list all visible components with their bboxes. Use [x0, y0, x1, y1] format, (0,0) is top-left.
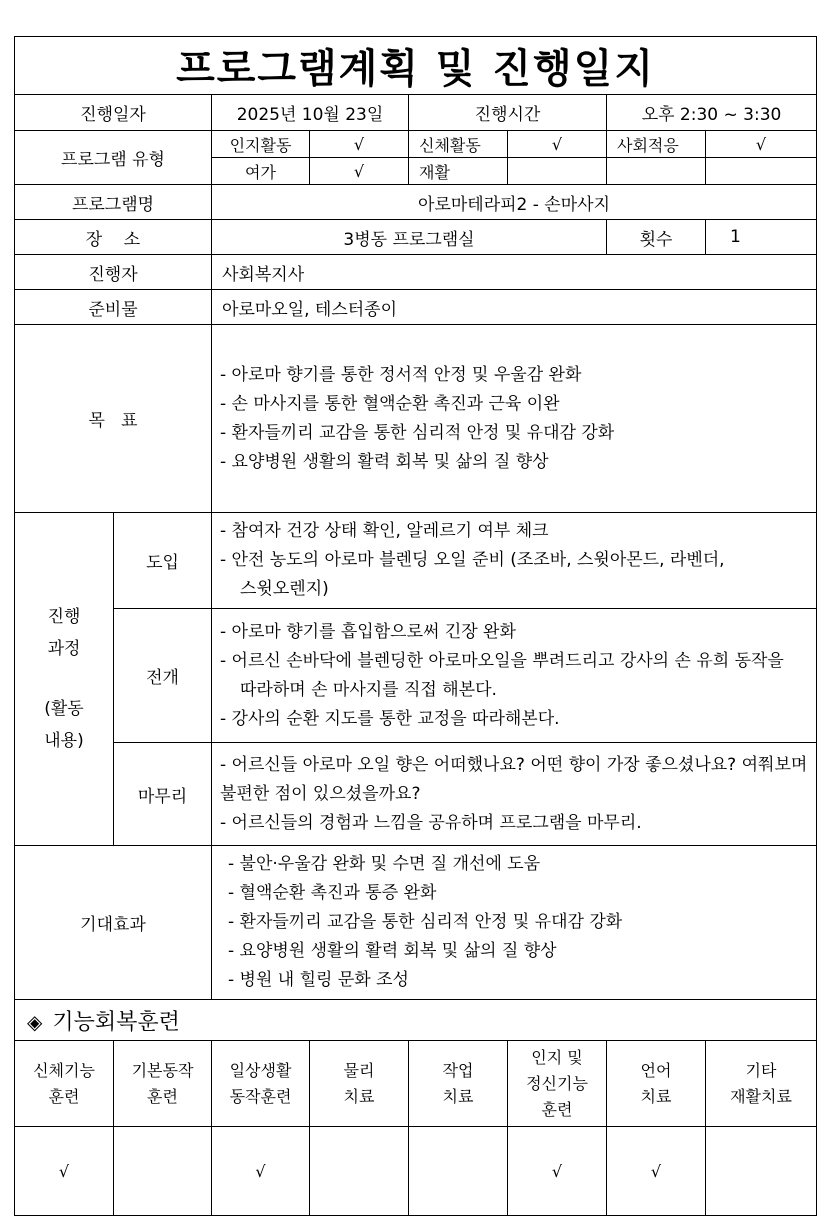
func-check-physical: √: [15, 1127, 114, 1216]
count-value: 1: [706, 220, 817, 255]
effect-item: - 불안·우울감 완화 및 수면 질 개선에 도움: [228, 854, 541, 874]
type-leisure: 여가: [212, 158, 310, 185]
count-label: 횟수: [607, 220, 706, 255]
effects-label: 기대효과: [15, 846, 212, 1000]
diamond-bullet-icon: ◈: [27, 1009, 43, 1034]
effect-item: - 요양병원 생활의 활력 회복 및 삶의 질 향상: [228, 941, 557, 961]
functional-section-title: 기능회복훈련: [52, 1009, 180, 1035]
goal-item: - 환자들끼리 교감을 통한 심리적 안정 및 유대감 강화: [220, 422, 615, 443]
leader-label: 진행자: [15, 255, 212, 290]
goal-item: - 손 마사지를 통한 혈액순환 촉진과 근육 이완: [220, 393, 560, 414]
func-col-physical: 신체기능 훈련: [15, 1041, 114, 1127]
stage-line: - 강사의 순환 지도를 통한 교정을 따라해본다.: [220, 708, 560, 729]
stage-line: - 안전 농도의 아로마 블렌딩 오일 준비 (조조바, 스윗아몬드, 라벤더, 스윗오렌지): [220, 550, 725, 599]
func-col-other-rehab: 기타 재활치료: [706, 1041, 817, 1127]
date-label: 진행일자: [15, 95, 212, 131]
page-title: 프로그램계획 및 진행일지: [15, 37, 817, 95]
stage-line: - 아로마 향기를 흡입함으로써 긴장 완화: [220, 621, 516, 642]
materials-value: 아로마오일, 테스터종이: [212, 290, 817, 325]
program-log-form: [14, 36, 816, 1216]
func-check-other-rehab: [706, 1127, 817, 1216]
effect-item: - 환자들끼리 교감을 통한 심리적 안정 및 유대감 강화: [228, 912, 623, 932]
process-label-line: 내용): [44, 731, 84, 751]
effects-list: [212, 846, 817, 1000]
effect-item: - 혈액순환 촉진과 통증 완화: [228, 883, 437, 903]
type-rehab-check: [508, 158, 607, 185]
stage-intro-label: 도입: [114, 513, 212, 609]
place-value: 3병동 프로그램실: [212, 220, 607, 255]
time-value: 오후 2:30 ~ 3:30: [607, 95, 817, 131]
stage-wrapup-label: 마무리: [114, 743, 212, 846]
main-table: [14, 36, 817, 1216]
func-check-daily-living: √: [212, 1127, 310, 1216]
type-cognitive: 인지활동: [212, 131, 310, 158]
stage-wrapup-content: [212, 743, 817, 846]
func-check-physical-therapy: [310, 1127, 409, 1216]
date-value: 2025년 10월 23일: [212, 95, 409, 131]
type-physical: 신체활동: [409, 131, 508, 158]
time-label: 진행시간: [409, 95, 607, 131]
type-leisure-check: √: [310, 158, 409, 185]
func-check-cognitive: √: [508, 1127, 607, 1216]
process-label-line: (활동: [44, 699, 84, 719]
type-social: 사회적응: [607, 131, 706, 158]
func-col-occupational: 작업 치료: [409, 1041, 508, 1127]
process-label-line: 과정: [47, 639, 81, 659]
func-check-occupational: [409, 1127, 508, 1216]
goals-list: [212, 325, 817, 513]
func-col-basic-movement: 기본동작 훈련: [114, 1041, 212, 1127]
program-name-value: 아로마테라피2 - 손마사지: [212, 185, 817, 220]
goal-item: - 요양병원 생활의 활력 회복 및 삶의 질 향상: [220, 451, 549, 472]
place-label: 장 소: [15, 220, 212, 255]
stage-line: - 어르신들 아로마 오일 향은 어떠했나요? 어떤 향이 가장 좋으셨나요? 여쭤보며 불편한 점이 있으셨을까요?: [220, 754, 808, 804]
type-empty-cell: [706, 158, 817, 185]
process-label: [15, 513, 114, 846]
type-cognitive-check: √: [310, 131, 409, 158]
type-empty-cell: [607, 158, 706, 185]
stage-development-content: [212, 609, 817, 743]
program-name-label: 프로그램명: [15, 185, 212, 220]
func-check-speech: √: [607, 1127, 706, 1216]
func-col-speech: 언어 치료: [607, 1041, 706, 1127]
stage-intro-content: [212, 513, 817, 609]
materials-label: 준비물: [15, 290, 212, 325]
process-label-line: 진행: [47, 607, 81, 627]
func-col-daily-living: 일상생활 동작훈련: [212, 1041, 310, 1127]
stage-line: - 참여자 건강 상태 확인, 알레르기 여부 체크: [220, 521, 549, 541]
functional-section-header: [15, 1000, 817, 1041]
type-social-check: √: [706, 131, 817, 158]
goals-label: 목 표: [15, 325, 212, 513]
stage-line: - 어르신들의 경험과 느낌을 공유하며 프로그램을 마무리.: [220, 812, 642, 833]
effect-item: - 병원 내 힐링 문화 조성: [228, 970, 409, 990]
leader-value: 사회복지사: [212, 255, 817, 290]
func-check-basic-movement: [114, 1127, 212, 1216]
type-rehab: 재활: [409, 158, 508, 185]
func-col-physical-therapy: 물리 치료: [310, 1041, 409, 1127]
func-col-cognitive: 인지 및 정신기능 훈련: [508, 1041, 607, 1127]
program-type-label: 프로그램 유형: [15, 131, 212, 185]
stage-line: - 어르신 손바닥에 블렌딩한 아로마오일을 뿌려드리고 강사의 손 유희 동작을 따라하며 손 마사지를 직접 해본다.: [220, 650, 784, 700]
goal-item: - 아로마 향기를 통한 정서적 안정 및 우울감 완화: [220, 364, 582, 385]
stage-development-label: 전개: [114, 609, 212, 743]
type-physical-check: √: [508, 131, 607, 158]
